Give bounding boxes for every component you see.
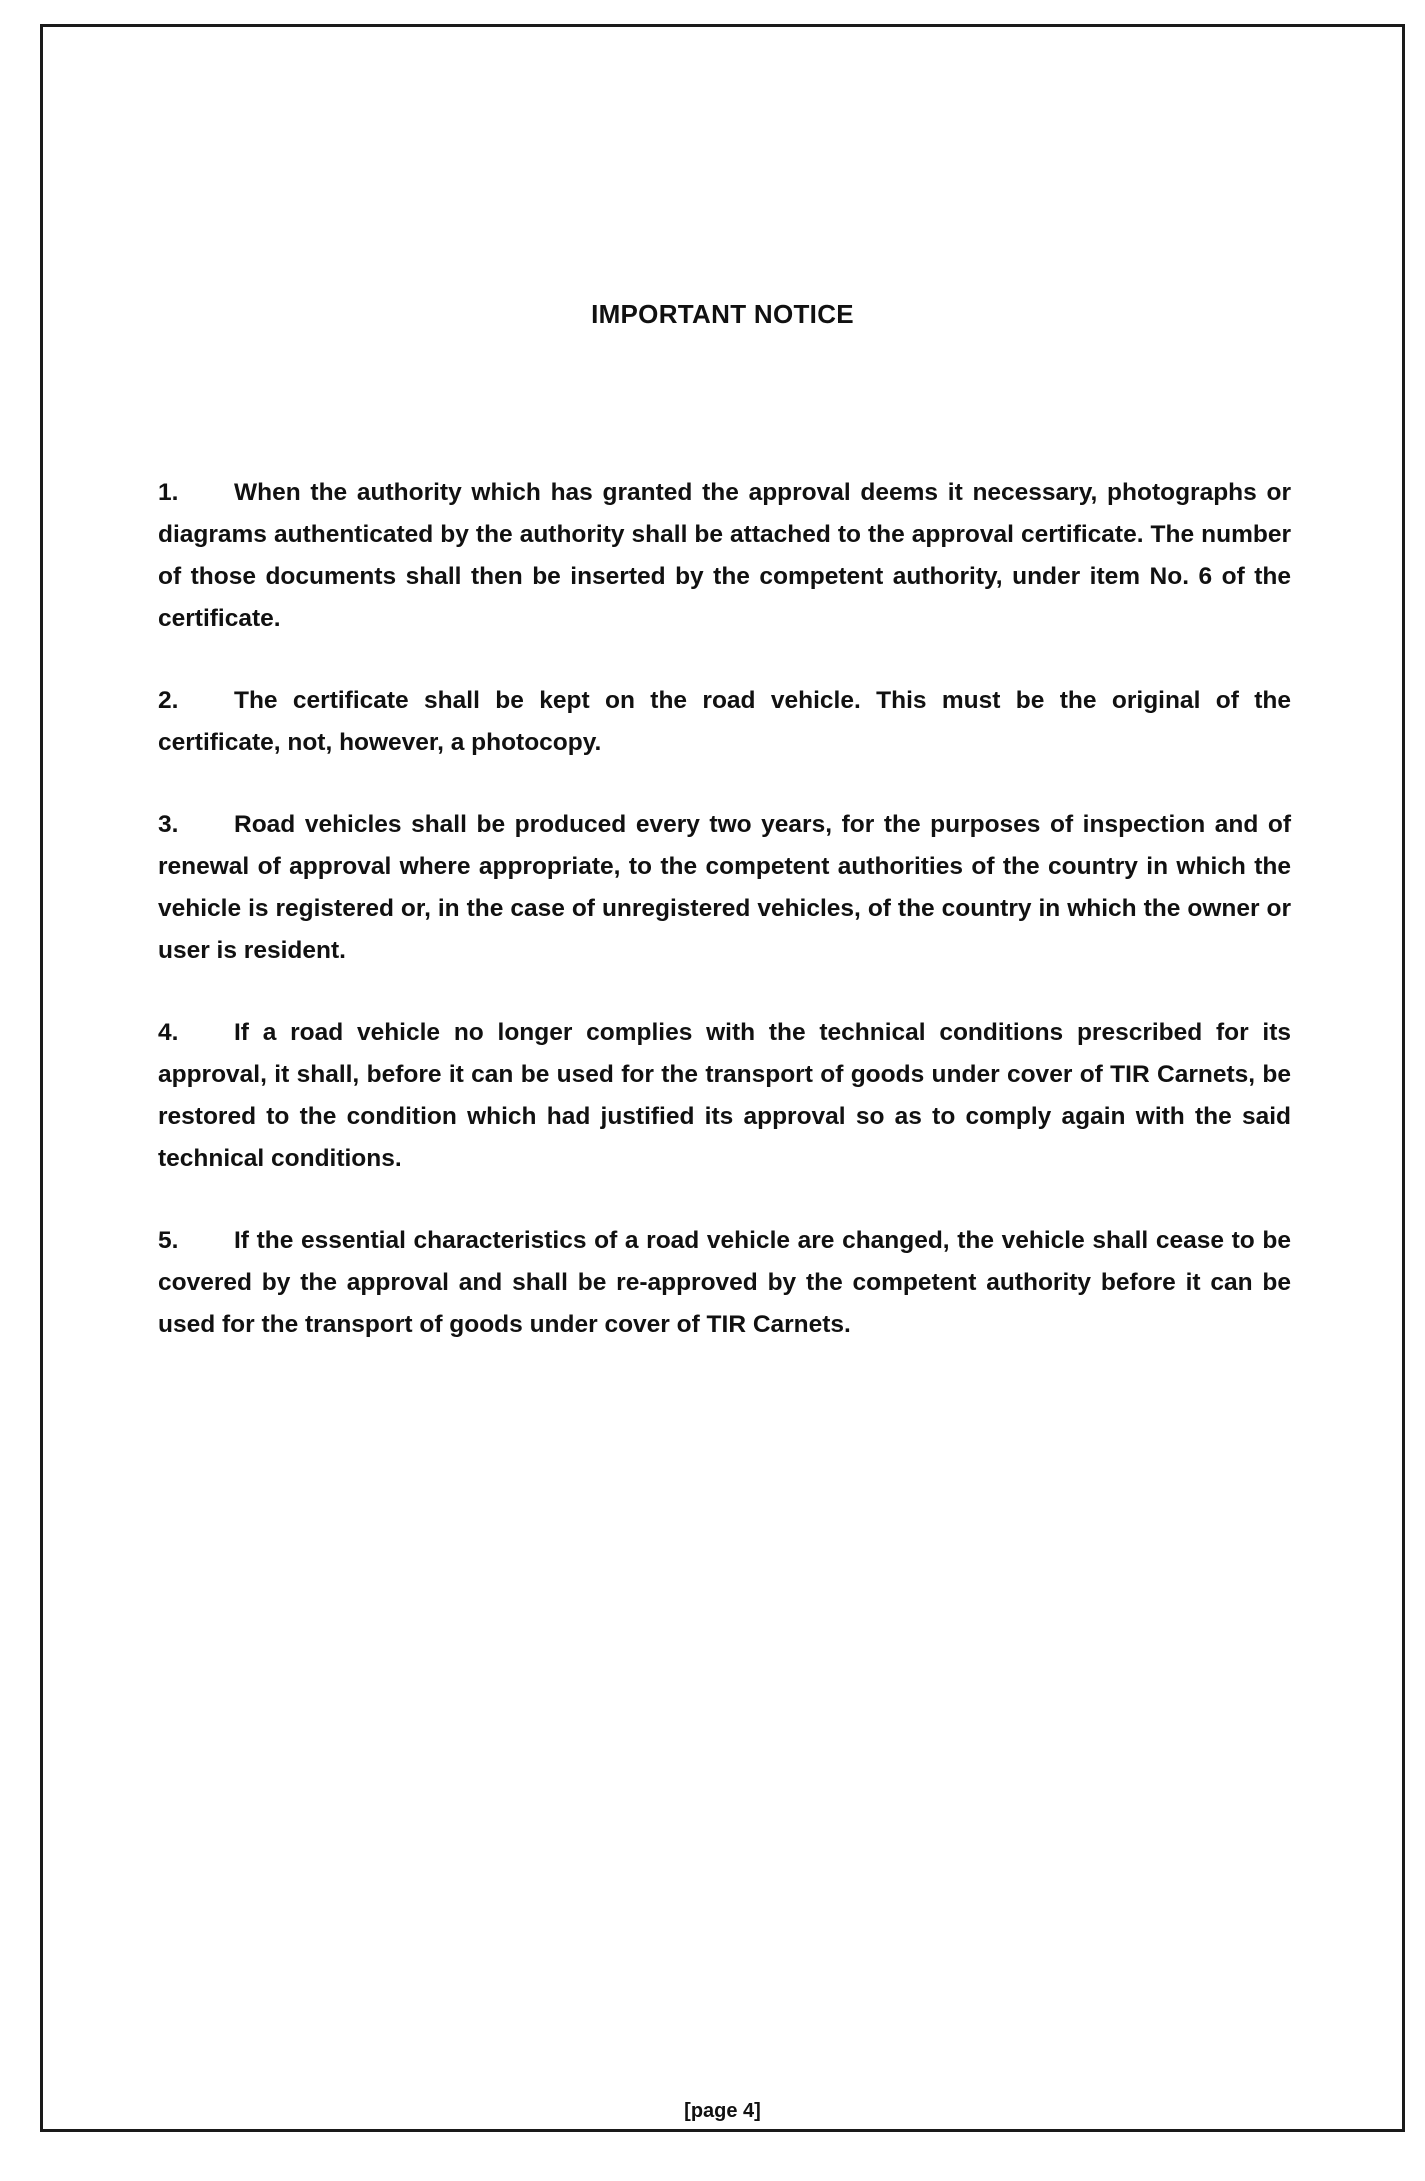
notice-title: IMPORTANT NOTICE (591, 299, 854, 329)
item-text: If a road vehicle no longer complies with the technical conditions prescribed for its approval, it shall, before it can be used for the transport of goods under cover of TIR Carnets, be restored to the condition which had justified its approval so as to comply again with the said technical conditions. (158, 1019, 1291, 1172)
document-page (40, 24, 1405, 2132)
item-text: Road vehicles shall be produced every two years, for the purposes of inspection and of renewal of approval where appropriate, to the competent authorities of the country in which the vehicle is registered or, in the case of unregistered vehicles, of the country in which the owner or user is resident. (158, 811, 1291, 964)
item-number: 4. (158, 1019, 179, 1046)
item-number: 2. (158, 687, 179, 714)
item-text: When the authority which has granted the approval deems it necessary, photographs or diagrams authenticated by the authority shall be attached to the approval certificate. The number of those documents shall then be inserted by the competent authority, under item No. 6 of the certificate. (158, 479, 1291, 632)
item-text: The certificate shall be kept on the road vehicle. This must be the original of the certificate, not, however, a photocopy. (158, 687, 1291, 756)
item-number: 3. (158, 811, 179, 838)
notice-item-4 (158, 1012, 1291, 1180)
notice-item-1 (158, 472, 1291, 640)
item-number: 5. (158, 1227, 179, 1254)
item-text: If the essential characteristics of a road vehicle are changed, the vehicle shall cease to be covered by the approval and shall be re-approved by the competent authority before it can be used for the transport of goods under cover of TIR Carnets. (158, 1227, 1291, 1338)
notice-item-5 (158, 1220, 1291, 1346)
notice-item-2 (158, 680, 1291, 764)
notice-item-3 (158, 804, 1291, 972)
notice-list (158, 472, 1291, 1386)
page-number-footer: [page 4] (684, 2100, 761, 2122)
item-number: 1. (158, 479, 179, 506)
